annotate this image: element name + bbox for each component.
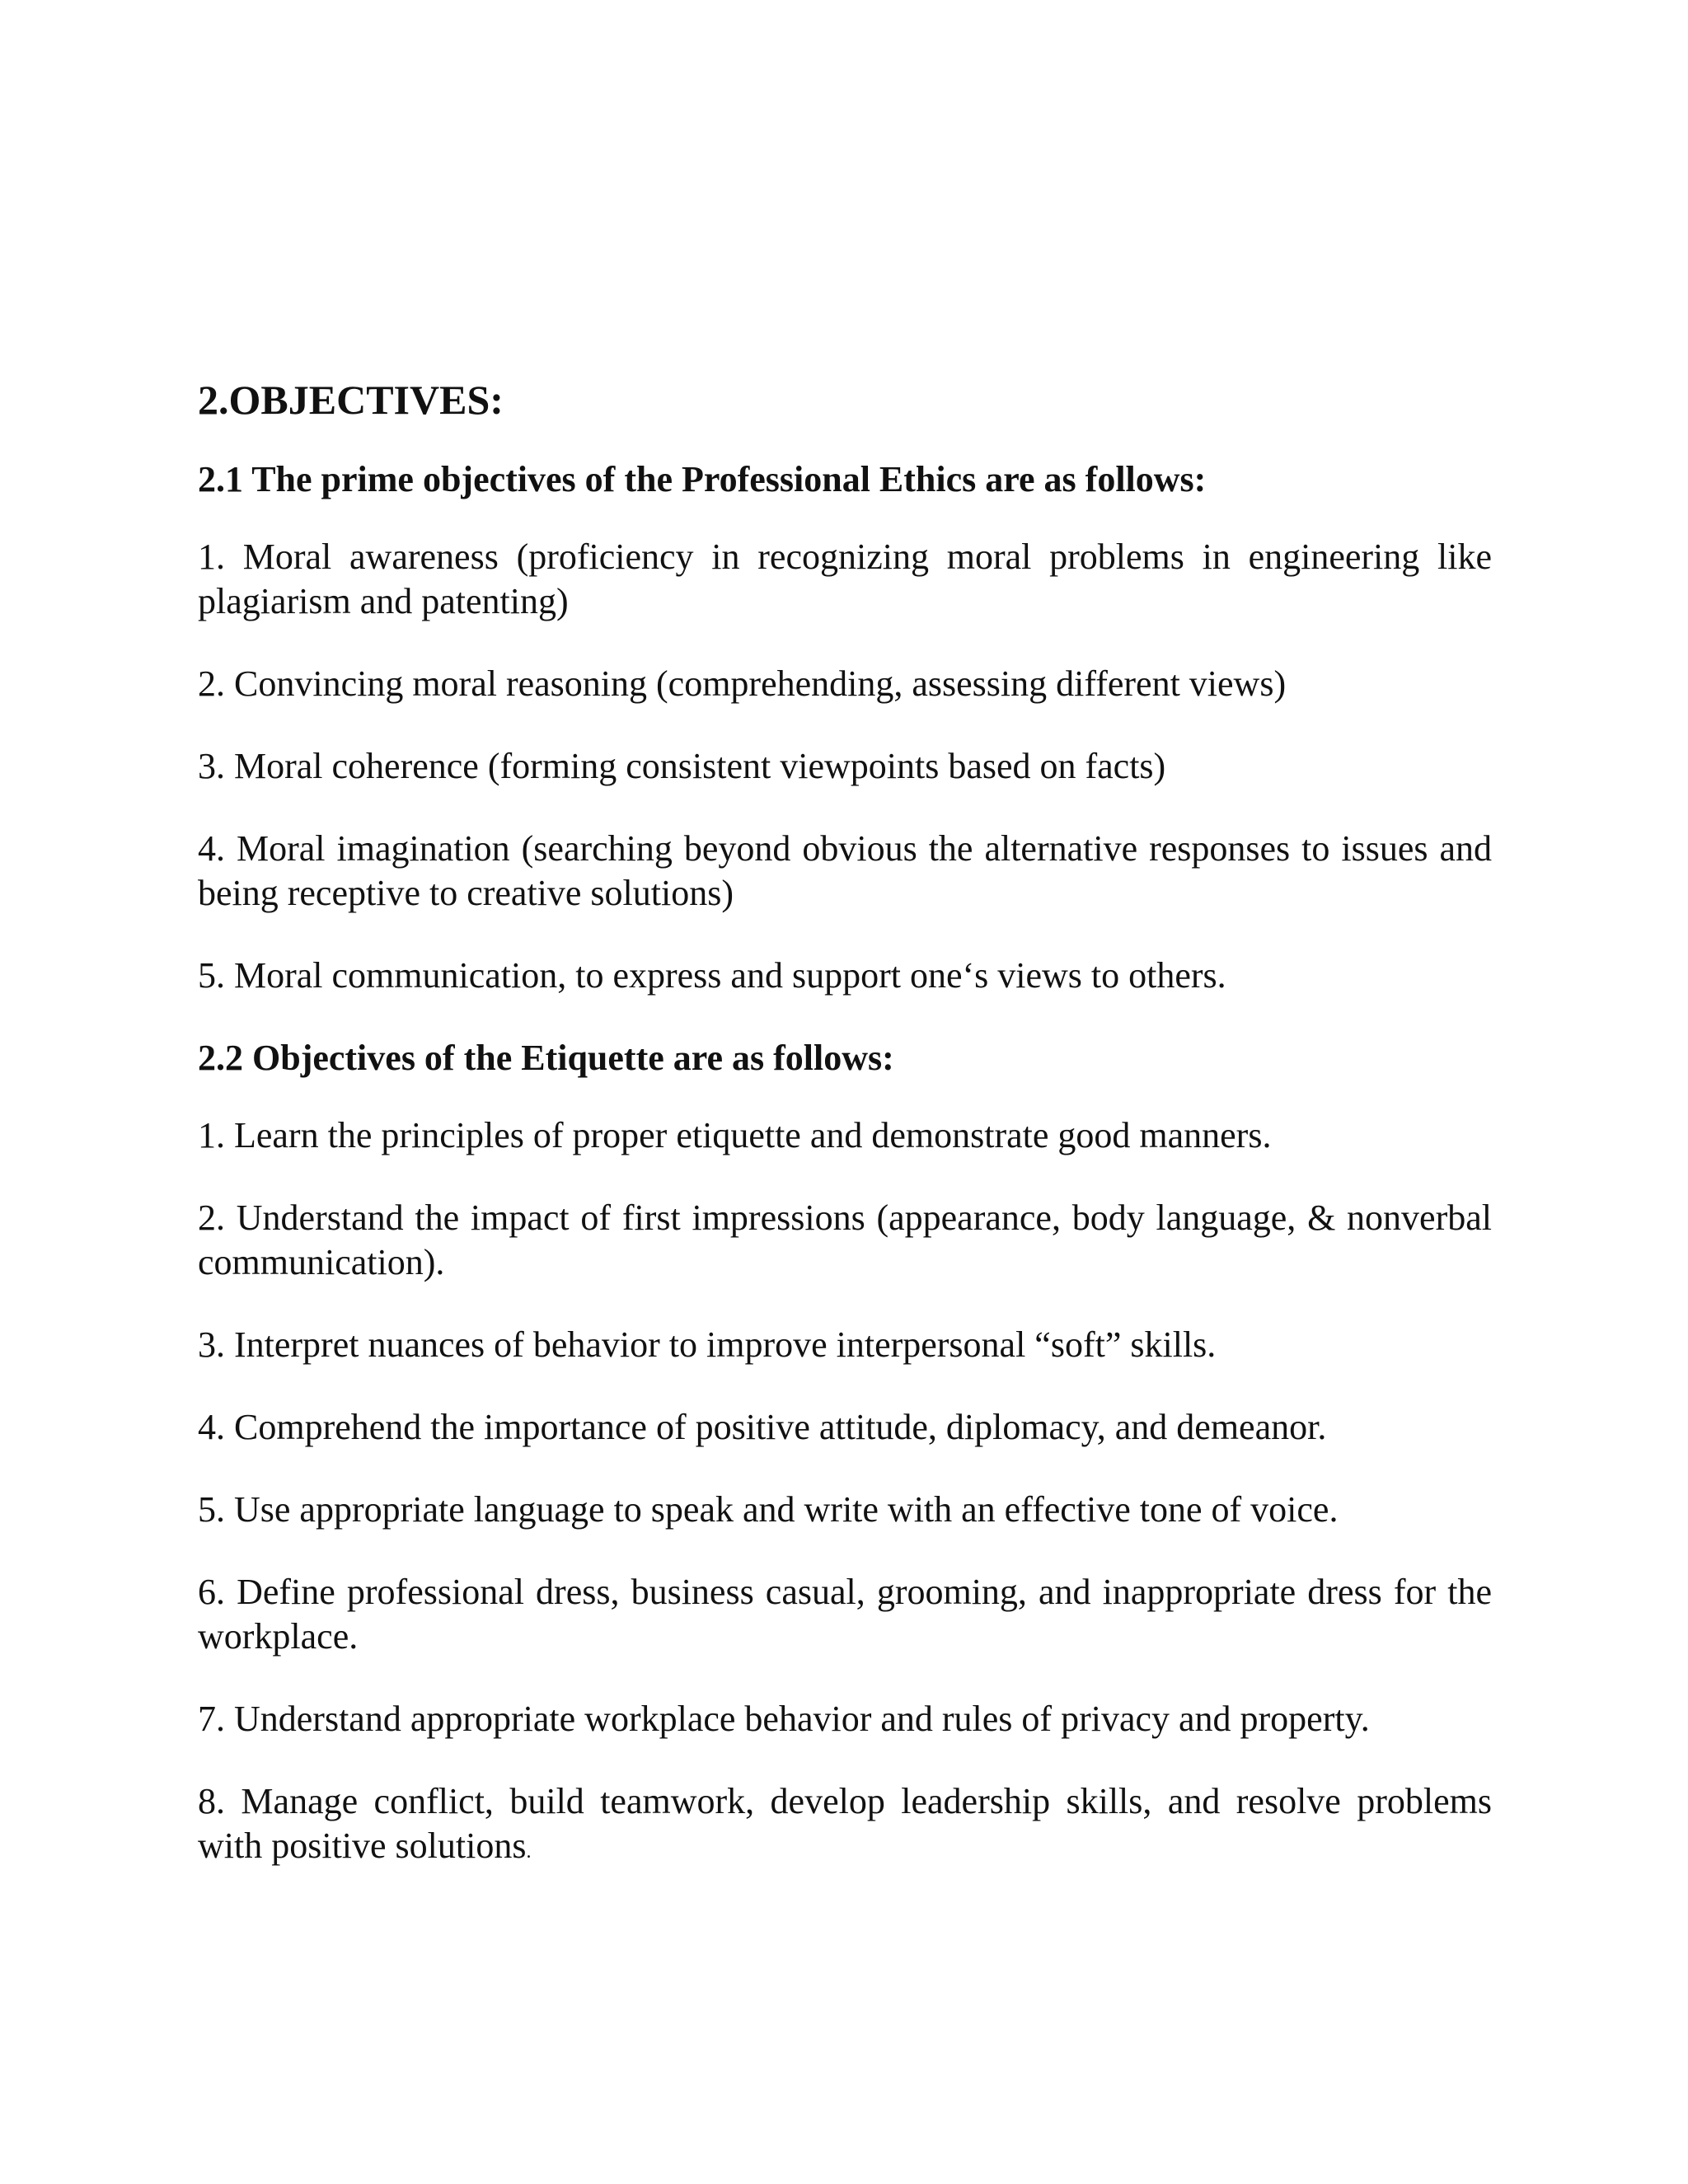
etiquette-objective-8 [198,1779,1492,1874]
etiquette-objective-3: 3. Interpret nuances of behavior to improve interpersonal “soft” skills. [198,1324,1217,1365]
ethics-objective-2: 2. Convincing moral reasoning (comprehending, assessing different views) [198,663,1287,704]
main-heading: 2.OBJECTIVES: [198,377,504,423]
etiquette-objective-1: 1. Learn the principles of proper etiquette and demonstrate good manners. [198,1115,1272,1155]
etiquette-objective-8-text: 8. Manage conflict, build teamwork, develop leadership skills, and resolve problems with positive solutions [198,1781,1492,1866]
etiquette-objective-2: 2. Understand the impact of first impressions (appearance, body language, & nonverbal communication). [198,1197,1492,1282]
etiquette-objective-4: 4. Comprehend the importance of positive attitude, diplomacy, and demeanor. [198,1407,1327,1447]
etiquette-objective-6: 6. Define professional dress, business casual, grooming, and inappropriate dress for the workplace. [198,1572,1492,1657]
ethics-objective-5: 5. Moral communication, to express and support one‘s views to others. [198,955,1226,996]
section-2-heading: 2.2 Objectives of the Etiquette are as follows: [198,1038,894,1078]
section-1-heading: 2.1 The prime objectives of the Professional Ethics are as follows: [198,459,1207,499]
etiquette-objective-5: 5. Use appropriate language to speak and write with an effective tone of voice. [198,1489,1339,1530]
ethics-objective-4: 4. Moral imagination (searching beyond obvious the alternative responses to issues and being receptive to creative solutions) [198,828,1492,913]
etiquette-objective-7: 7. Understand appropriate workplace behavior and rules of privacy and property. [198,1699,1370,1739]
ethics-objective-3: 3. Moral coherence (forming consistent viewpoints based on facts) [198,746,1166,786]
document-page [198,375,1492,1874]
ethics-objective-1: 1. Moral awareness (proficiency in recognizing moral problems in engineering like plagiarism and patenting) [198,537,1492,621]
etiquette-objective-8-period: . [526,1841,532,1863]
